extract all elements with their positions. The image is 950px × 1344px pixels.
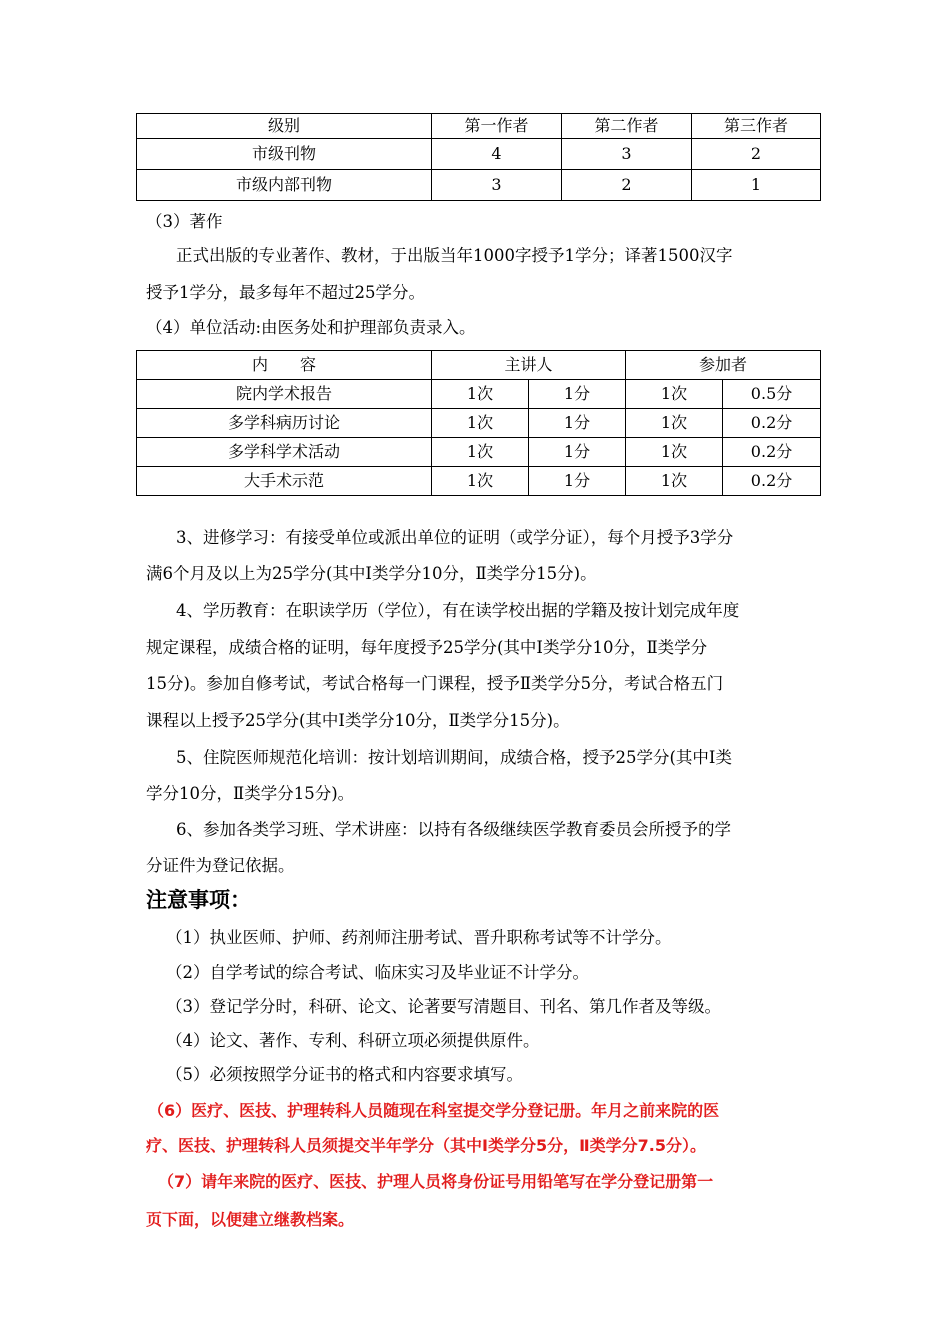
paragraph-4-line1: 4、学历教育：在职读学历（学位），有在读学校出据的学籍及按计划完成年度 [176, 601, 740, 620]
table-cell: 1分 [529, 409, 626, 438]
header-second-author: 第二作者 [562, 114, 692, 139]
table-cell: 1 [692, 170, 821, 201]
note-6-line1: （6）医疗、医技、护理转科人员随现在科室提交学分登记册。年月之前来院的医 [148, 1101, 720, 1120]
section-works-title: （3）著作 [146, 212, 223, 231]
header-content: 内 容 [137, 351, 432, 380]
paragraph-4-line4: 课程以上授予25学分(其中Ⅰ类学分10分，Ⅱ类学分15分)。 [146, 711, 570, 730]
table-cell: 多学科病历讨论 [137, 409, 432, 438]
note-item: （5）必须按照学分证书的格式和内容要求填写。 [166, 1065, 523, 1084]
table-cell: 0.5分 [723, 380, 821, 409]
notes-heading: 注意事项： [146, 888, 251, 912]
table-row [137, 139, 821, 170]
table-row [137, 409, 821, 438]
table-cell: 1次 [626, 467, 723, 496]
note-item: （2）自学考试的综合考试、临床实习及毕业证不计学分。 [166, 963, 589, 982]
table-cell: 2 [562, 170, 692, 201]
paragraph-3-line2: 满6个月及以上为25学分(其中Ⅰ类学分10分，Ⅱ类学分15分)。 [146, 564, 597, 583]
table-cell: 2 [692, 139, 821, 170]
table-cell: 3 [562, 139, 692, 170]
table-cell: 市级内部刊物 [137, 170, 432, 201]
table-cell: 1次 [432, 438, 529, 467]
table-cell: 多学科学术活动 [137, 438, 432, 467]
note-item: （3）登记学分时，科研、论文、论著要写清题目、刊名、第几作者及等级。 [166, 997, 721, 1016]
note-6-line2: 疗、医技、护理转科人员须提交半年学分（其中Ⅰ类学分5分，Ⅱ类学分7.5分）。 [146, 1136, 706, 1155]
table-cell: 4 [432, 139, 562, 170]
paragraph-4-line2: 规定课程，成绩合格的证明，每年度授予25学分(其中Ⅰ类学分10分，Ⅱ类学分 [146, 638, 708, 657]
paragraph-6-line2: 分证件为登记依据。 [146, 856, 295, 875]
table-cell: 1分 [529, 438, 626, 467]
paragraph-5-line1: 5、住院医师规范化培训：按计划培训期间，成绩合格，授予25学分(其中Ⅰ类 [176, 748, 732, 767]
paragraph-4-line3: 15分)。参加自修考试，考试合格每一门课程，授予Ⅱ类学分5分，考试合格五门 [146, 674, 724, 693]
note-7-line2: 页下面，以便建立继教档案。 [146, 1210, 355, 1229]
table-row [137, 380, 821, 409]
table-cell: 1次 [432, 409, 529, 438]
header-lecturer: 主讲人 [432, 351, 626, 380]
table-cell: 3 [432, 170, 562, 201]
note-item: （4）论文、著作、专利、科研立项必须提供原件。 [166, 1031, 540, 1050]
header-first-author: 第一作者 [432, 114, 562, 139]
table-cell: 1次 [432, 467, 529, 496]
paragraph-5-line2: 学分10分，Ⅱ类学分15分)。 [146, 784, 355, 803]
header-participant: 参加者 [626, 351, 821, 380]
table-row [137, 467, 821, 496]
unit-activity-table [136, 350, 821, 496]
table-cell: 1次 [626, 438, 723, 467]
table-cell: 0.2分 [723, 409, 821, 438]
table-cell: 1分 [529, 467, 626, 496]
table-cell: 大手术示范 [137, 467, 432, 496]
section-unit-title: （4）单位活动:由医务处和护理部负责录入。 [146, 318, 476, 337]
header-level: 级别 [137, 114, 432, 139]
note-7-line1: （7）请年来院的医疗、医技、护理人员将身份证号用铅笔写在学分登记册第一 [158, 1172, 714, 1191]
table-cell: 0.2分 [723, 438, 821, 467]
section-works-body-line2: 授予1学分，最多每年不超过25学分。 [146, 283, 425, 302]
table-cell: 1分 [529, 380, 626, 409]
note-item: （1）执业医师、护师、药剂师注册考试、晋升职称考试等不计学分。 [166, 928, 672, 947]
table-cell: 院内学术报告 [137, 380, 432, 409]
header-third-author: 第三作者 [692, 114, 821, 139]
table-cell: 1次 [626, 380, 723, 409]
journal-credit-table [136, 113, 821, 201]
table-cell: 1次 [626, 409, 723, 438]
paragraph-6-line1: 6、参加各类学习班、学术讲座：以持有各级继续医学教育委员会所授予的学 [176, 820, 731, 839]
table-cell: 1次 [432, 380, 529, 409]
table-cell: 0.2分 [723, 467, 821, 496]
section-works-body-line1: 正式出版的专业著作、教材，于出版当年1000字授予1学分；译著1500汉字 [176, 246, 733, 265]
paragraph-3-line1: 3、进修学习：有接受单位或派出单位的证明（或学分证），每个月授予3学分 [176, 528, 734, 547]
table-row [137, 170, 821, 201]
table-header-row [137, 351, 821, 380]
table-header-row [137, 114, 821, 139]
table-row [137, 438, 821, 467]
table-cell: 市级刊物 [137, 139, 432, 170]
